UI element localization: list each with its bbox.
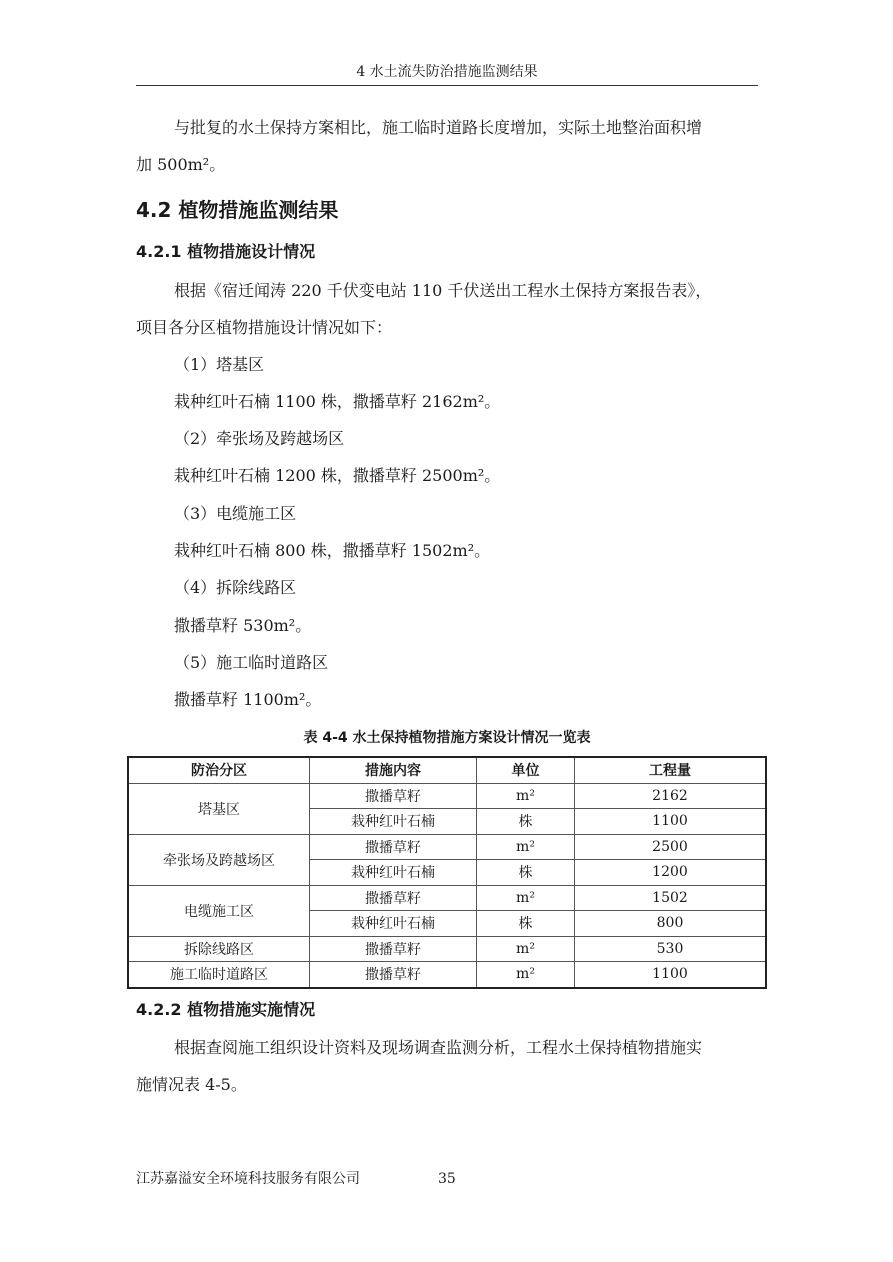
running-header: 4 水土流失防治措施监测结果 [356,64,538,80]
footer-company: 江苏嘉溢安全环境科技服务有限公司 [136,1171,360,1187]
unit-cell: 株 [477,911,575,937]
header-cell: 防治分区 [128,757,310,783]
table-header-row [128,757,766,783]
implementation-paragraph-line-2: 施情况表 4-5。 [136,1075,247,1094]
design-paragraph-line-2: 项目各分区植物措施设计情况如下： [136,318,393,337]
zone-text: 撒播草籽 1100m²。 [174,690,322,709]
unit-cell: m² [477,783,575,809]
quantity-cell: 2162 [575,783,767,809]
section-title: 4.2 植物措施监测结果 [136,198,339,222]
measure-cell: 撒播草籽 [310,962,477,988]
quantity-cell: 2500 [575,834,767,860]
zone-text: 栽种红叶石楠 1200 株，撒播草籽 2500m²。 [174,466,501,485]
quantity-cell: 1200 [575,860,767,886]
measure-cell: 栽种红叶石楠 [310,860,477,886]
header-cell: 单位 [477,757,575,783]
zone-cell: 拆除线路区 [128,936,310,962]
zone-text: 栽种红叶石楠 800 株，撒播草籽 1502m²。 [174,541,491,560]
quantity-cell: 1100 [575,962,767,988]
table-row [128,936,766,962]
measure-cell: 撒播草籽 [310,783,477,809]
quantity-cell: 1502 [575,885,767,911]
measure-cell: 撒播草籽 [310,885,477,911]
measure-cell: 撒播草籽 [310,936,477,962]
table-caption: 表 4-4 水土保持植物措施方案设计情况一览表 [303,730,591,746]
subsection-title-design: 4.2.1 植物措施设计情况 [136,242,316,261]
zone-heading: （3）电缆施工区 [174,504,297,523]
design-paragraph-line-1: 根据《宿迁闻涛 220 千伏变电站 110 千伏送出工程水土保持方案报告表》， [174,281,712,300]
zone-heading: （2）牵张场及跨越场区 [174,429,345,448]
implementation-paragraph-line-1: 根据查阅施工组织设计资料及现场调查监测分析，工程水土保持植物措施实 [174,1038,703,1057]
quantity-cell: 1100 [575,809,767,835]
table-row [128,783,766,809]
plant-measures-table [127,756,767,989]
intro-paragraph-line-2: 加 500m²。 [136,155,226,174]
intro-paragraph-line-1: 与批复的水土保持方案相比，施工临时道路长度增加，实际土地整治面积增 [174,118,703,137]
measure-cell: 撒播草籽 [310,834,477,860]
zone-heading: （1）塔基区 [174,355,265,374]
table-row [128,962,766,988]
page-number: 35 [438,1171,456,1187]
unit-cell: m² [477,936,575,962]
unit-cell: m² [477,885,575,911]
zone-heading: （4）拆除线路区 [174,578,297,597]
zone-text: 栽种红叶石楠 1100 株，撒播草籽 2162m²。 [174,392,501,411]
header-cell: 措施内容 [310,757,477,783]
header-rule [136,85,758,86]
header-cell: 工程量 [575,757,767,783]
unit-cell: m² [477,834,575,860]
zone-cell: 电缆施工区 [128,885,310,936]
zone-cell: 牵张场及跨越场区 [128,834,310,885]
unit-cell: m² [477,962,575,988]
quantity-cell: 800 [575,911,767,937]
measure-cell: 栽种红叶石楠 [310,809,477,835]
table-row [128,885,766,911]
zone-cell: 施工临时道路区 [128,962,310,988]
subsection-title-implementation: 4.2.2 植物措施实施情况 [136,1000,316,1019]
unit-cell: 株 [477,809,575,835]
zone-heading: （5）施工临时道路区 [174,653,329,672]
zone-cell: 塔基区 [128,783,310,834]
unit-cell: 株 [477,860,575,886]
measure-cell: 栽种红叶石楠 [310,911,477,937]
zone-text: 撒播草籽 530m²。 [174,616,312,635]
table-row [128,834,766,860]
quantity-cell: 530 [575,936,767,962]
